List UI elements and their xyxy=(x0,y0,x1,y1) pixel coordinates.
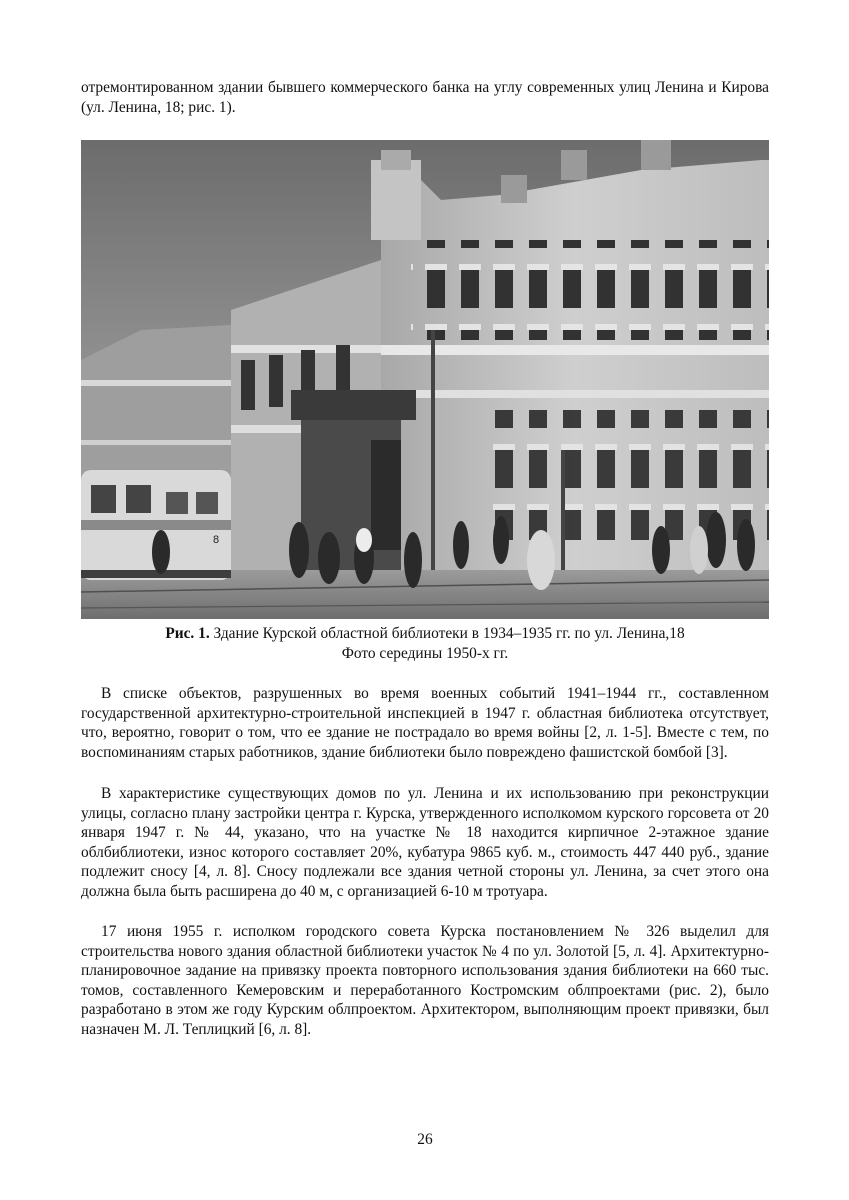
figure-caption-sub: Фото середины 1950-х гг. xyxy=(341,645,509,662)
tram-number: 8 xyxy=(213,534,220,546)
figure-caption xyxy=(81,624,769,644)
body-paragraph: 17 июня 1955 г. исполком городского совета Курска постановлением № 326 выделил для строительства нового здания областной библиотеки участок № 4 по ул. Золотой [5, л. 4]. Архитектурно-планировочное задание на привязку проекта повторного использования здания библиотеки на 660 тыс. томов, составленного Кемеровским и переработанного Костромским облпроектами (рис. 2), было разработано в этом же году Курским облпроектом. Архитектором, выполняющим проект привязки, был назначен М. Л. Теплицкий [6, л. 8]. xyxy=(81,923,769,1038)
body-paragraph: В характеристике существующих домов по ул. Ленина и их использованию при реконструкции улицы, согласно плану застройки центра г. Курска, утвержденного исполкомом курского горсовета от 20 января 1947 г. № 44, указано, что на участке № 18 находится кирпичное 2-этажное здание облбиблиотеки, износ которого составляет 20%, кубатура 9865 куб. м., стоимость 447 440 руб., здание подлежит сносу [4, л. 8]. Сносу подлежали все здания четной стороны ул. Ленина, за счет этого она должна была быть расширена до 40 м, с организацией 6-10 м тротуара. xyxy=(81,785,769,900)
library-building-photo xyxy=(81,140,769,619)
figure-caption-text: Здание Курской областной библиотеки в 1934–1935 гг. по ул. Ленина,18 xyxy=(209,625,685,642)
intro-paragraph: отремонтированном здании бывшего коммерческого банка на углу современных улиц Ленина и Кирова (ул. Ленина, 18; рис. 1). xyxy=(81,79,769,116)
body-paragraph: В списке объектов, разрушенных во время военных событий 1941–1944 гг., составленном государственной архитектурно-строительной инспекцией в 1947 г. областная библиотека отсутствует, что, вероятно, говорит о том, что ее здание не пострадало во время войны [2, л. 1-5]. Вместе с тем, по воспоминаниям старых работников, здание библиотеки было повреждено фашистской бомбой [3]. xyxy=(81,685,769,761)
figure-label: Рис. 1. xyxy=(165,625,210,642)
page-number: 26 xyxy=(417,1131,433,1148)
